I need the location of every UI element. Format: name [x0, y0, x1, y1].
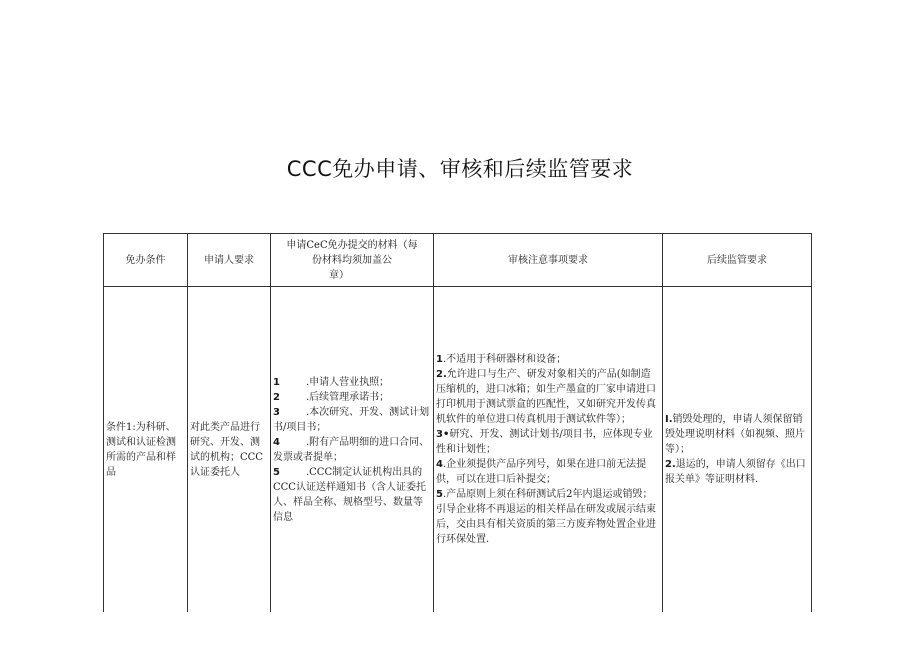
list-item-text: 销毁处理的，申请人须保留销毁处理说明材料（如视频、照片等）；	[665, 414, 805, 455]
list-item-text: .后续管理承诺书；	[305, 391, 390, 403]
header-condition	[104, 234, 188, 287]
list-item-number: 1	[436, 354, 443, 365]
requirements-table	[103, 233, 812, 612]
list-item-number: I.	[665, 414, 673, 425]
header-review	[434, 234, 663, 287]
table-row	[104, 287, 812, 613]
list-item-number: 5	[436, 489, 443, 500]
list-item	[436, 352, 660, 367]
list-item	[273, 390, 431, 405]
header-applicant-label: 申请人要求	[204, 254, 254, 266]
list-item-text: .CCC制定认证机构出具的CCC认证送样通知书（含人证委托人、样品全称、规格型号、数量等信息	[273, 466, 426, 523]
list-item-text: 允许进口与生产、研发对象相关的产品(如制造压缩机的，进口冰箱；如生产墨盒的厂家申请进口打印机用于测试票盒的匹配性，又如研究开发传真机软件的单位进口传真机用于测试软件等）；	[436, 369, 656, 425]
list-item-number: 2.	[436, 369, 447, 380]
list-item	[273, 435, 431, 465]
applicant-cell	[188, 287, 271, 613]
condition-cell	[104, 287, 188, 613]
list-item-text: 研究、开发、测试计划书/项目书，应体现专业性和计划性；	[436, 429, 653, 455]
header-supervision	[663, 234, 812, 287]
list-item-text: .申请人营业执照；	[305, 376, 390, 388]
supervision-cell	[663, 287, 812, 613]
list-item	[436, 457, 660, 487]
review-cell	[434, 287, 663, 613]
list-item	[436, 367, 660, 427]
list-item	[273, 465, 431, 525]
header-supervision-label: 后续监管要求	[707, 254, 767, 266]
list-item-number: 1	[273, 376, 280, 388]
list-item-number: 3•	[436, 429, 450, 440]
header-materials	[271, 234, 434, 287]
list-item	[665, 412, 809, 457]
list-item	[436, 487, 660, 547]
list-item	[436, 427, 660, 457]
list-item-text: .产品原则上须在科研测试后2年内退运或销毁；引导企业将不再退运的相关样品在研发或展示结束后，交由具有相关资质的第三方废弃物处置企业进行环保处置.	[436, 489, 656, 545]
list-item-number: 3	[273, 406, 280, 418]
list-item-number: 5	[273, 466, 280, 478]
header-materials-line3: 章）	[329, 269, 349, 281]
list-item-number: 2	[273, 391, 280, 403]
condition-text: 条件1:为科研、测试和认证检测所需的产品和样品	[106, 421, 176, 478]
header-condition-label: 免办条件	[125, 254, 166, 266]
materials-cell	[271, 287, 434, 613]
list-item-number: 4	[436, 459, 443, 470]
materials-list	[273, 375, 431, 525]
list-item-text: .不适用于科研器材和设备；	[442, 354, 567, 365]
document-title: CCC免办申请、审核和后续监管要求	[286, 157, 634, 181]
supervision-list	[665, 412, 809, 487]
list-item-text: .附有产品明细的进口合同、发票或者提单；	[273, 436, 430, 463]
list-item-number: 4	[273, 436, 280, 448]
header-applicant	[188, 234, 271, 287]
list-item-text: 退运的，申请人须留存《出口报关单》等证明材料.	[665, 459, 806, 485]
list-item-text: .本次研究、开发、测试计划书/项目书；	[273, 406, 430, 433]
list-item	[273, 375, 431, 390]
header-materials-line1: 申请CeC免办提交的材料（每	[286, 239, 418, 251]
list-item	[665, 457, 809, 487]
header-materials-line2: 份材料均须加盖公	[312, 254, 392, 266]
review-list	[436, 352, 660, 547]
header-review-label: 审核注意事项要求	[508, 254, 588, 266]
list-item-text: .企业须提供产品序列号，如果在进口前无法提供，可以在进口后补提交；	[436, 459, 647, 485]
applicant-text: 对此类产品进行研究、开发、测试的机构；CCC认证委托人	[190, 421, 263, 478]
list-item-number: 2.	[665, 459, 676, 470]
table-header-row	[104, 234, 812, 287]
list-item	[273, 405, 431, 435]
